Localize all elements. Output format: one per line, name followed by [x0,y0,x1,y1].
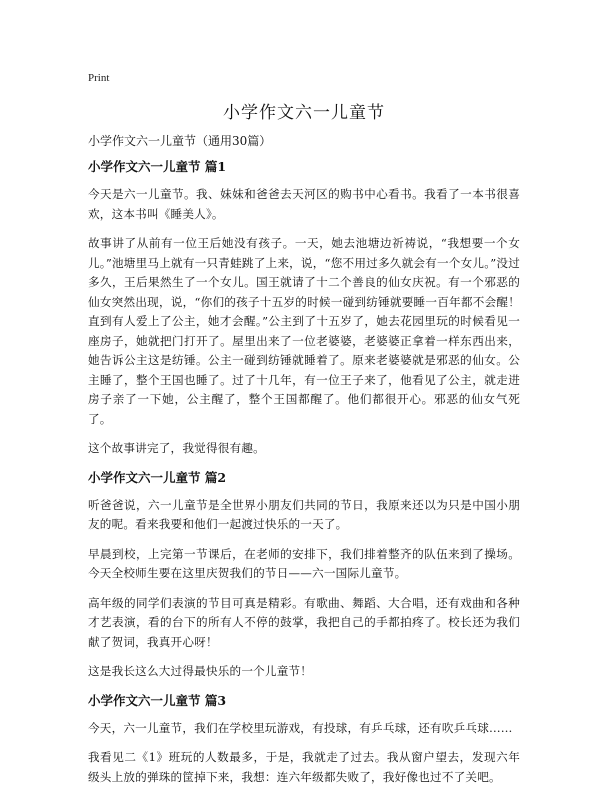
print-link[interactable]: Print [88,72,110,84]
essay-section-3 [88,692,520,788]
paragraph: 今天，六一儿童节，我们在学校里玩游戏，有投球，有乒乓球，还有吹乒乓球…… [88,720,513,735]
essay-section-2 [88,469,520,682]
document-title: 小学作文六一儿童节 [223,103,385,123]
document-subtitle: 小学作文六一儿童节（通用30篇） [88,134,272,148]
paragraph: 故事讲了从前有一位王后她没有孩子。一天，她去池塘边祈祷说，“我想要一个女儿。”池塘里马上就有一只青蛙跳了上来，说，“您不用过多久就会有一个女儿。”没过多久，王后果然生了一个女儿。国王就请了十二个善良的仙女庆祝。有一个邪恶的仙女突然出现，说，“你们的孩子十五岁的时候一碰到纺锤就要睡一百年都不会醒！直到有人爱上了公主，她才会醒。”公主到了十五岁了，她去花园里玩的时候看见一座房子，她就把门打开了。屋里出来了一位老婆婆，老婆婆正拿着一样东西出来，她告诉公主这是纺锤。公主一碰到纺锤就睡着了。原来老婆婆就是邪恶的仙女。公主睡了，整个王国也睡了。过了十几年，有一位王子来了，他看见了公主，就走进房子亲了一下她，公主醒了，整个王国都醒了。他们都很开心。邪恶的仙女气死了。 [88,236,520,426]
section-heading: 小学作文六一儿童节 篇2 [88,469,227,485]
paragraph: 高年级的同学们表演的节目可真是精彩。有歌曲、舞蹈、大合唱，还有戏曲和各种才艺表演，看的台下的所有人不停的鼓掌，我把自己的手都拍疼了。校长还为我们献了贺词，我真开心呀！ [88,595,520,649]
paragraph: 听爸爸说，六一儿童节是全世界小朋友们共同的节日，我原来还以为只是中国小朋友的呢。看来我要和他们一起渡过快乐的一天了。 [88,497,520,531]
paragraph: 这是我长这么大过得最快乐的一个儿童节！ [88,664,313,678]
paragraph: 今天是六一儿童节。我、妹妹和爸爸去天河区的购书中心看书。我看了一本书很喜欢，这本书叫《睡美人》。 [88,187,520,221]
paragraph: 早晨到校，上完第一节课后，在老师的安排下，我们排着整齐的队伍来到了操场。今天全校师生要在这里庆贺我们的节日——六一国际儿童节。 [88,546,520,580]
section-heading: 小学作文六一儿童节 篇1 [88,159,227,174]
document-content [88,158,520,797]
section-heading: 小学作文六一儿童节 篇3 [88,692,227,708]
essay-section-1 [88,158,520,459]
paragraph: 这个故事讲完了，我觉得很有趣。 [88,441,265,455]
paragraph: 我看见二《1》班玩的人数最多，于是，我就走了过去。我从窗户望去，发现六年级头上放的弹珠的筐掉下来，我想：连六年级都失败了，我好像也过不了关吧。 [88,750,520,784]
